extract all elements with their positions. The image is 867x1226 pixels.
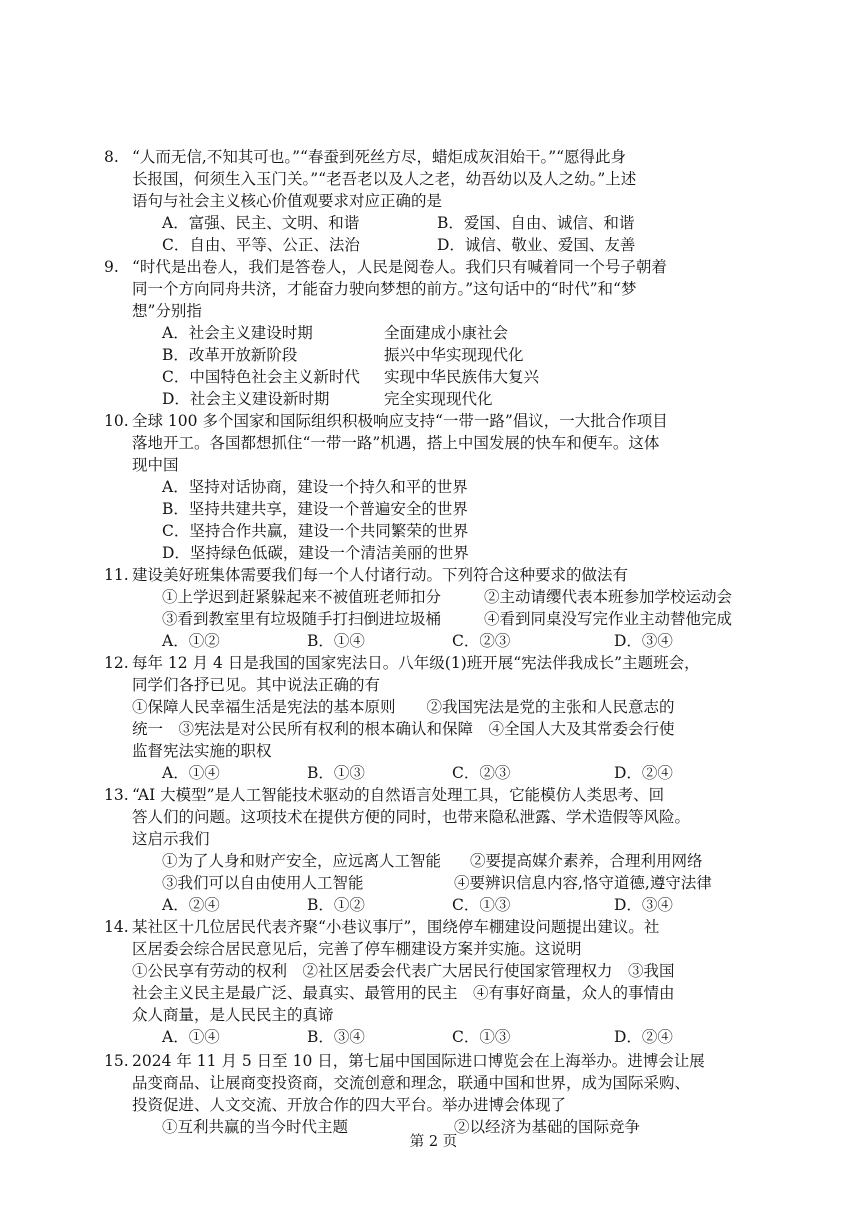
question-stem-line: 区居委会综合居民意见后，完善了停车棚建设方案并实施。这说明 [132, 940, 582, 958]
option-a: A．富强、民主、文明、和谐 [162, 214, 360, 232]
question-10 [104, 410, 732, 564]
question-stem-line: “时代是出卷人，我们是答卷人，人民是阅卷人。我们只有喊着同一个号子朝着 [132, 258, 667, 276]
page-number: 第 2 页 [409, 1134, 458, 1150]
choice-b: B．①④ [307, 632, 365, 650]
option-b-dream: 振兴中华实现现代化 [384, 346, 524, 364]
question-stem-line: 全球 100 多个国家和国际组织积极响应支持“一带一路”倡议，一大批合作项目 [132, 412, 668, 430]
choice-c: C．①③ [452, 1028, 511, 1046]
choice-c: C．②③ [452, 632, 511, 650]
question-stem-line: 品变商品、让展商变投资商，交流创意和理念，联通中国和世界，成为国际采购、 [132, 1074, 691, 1092]
option-b-era: B．改革开放新阶段 [162, 346, 298, 364]
statement-3: ③看到教室里有垃圾随手打扫倒进垃圾桶 [162, 610, 442, 628]
option-c-dream: 实现中华民族伟大复兴 [384, 368, 540, 386]
question-stem-line: 答人们的问题。这项技术在提供方便的同时，也带来隐私泄露、学术造假等风险。 [132, 808, 691, 826]
question-number: 15. [104, 1052, 129, 1070]
statement-4: ④要辨识信息内容,恪守道德,遵守法律 [454, 874, 712, 892]
statement-1: ①为了人身和财产安全，应远离人工智能 [162, 852, 442, 870]
question-number: 12. [104, 654, 129, 672]
choice-a: A．①④ [162, 764, 220, 782]
statement-2: ②以经济为基础的国际竞争 [454, 1118, 641, 1136]
option-c: C．自由、平等、公正、法治 [162, 236, 360, 254]
question-stem-line: 语句与社会主义核心价值观要求对应正确的是 [132, 192, 443, 210]
question-stem-line: 建设美好班集体需要我们每一个人付诸行动。下列符合这种要求的做法有 [132, 566, 629, 584]
choice-c: C．①③ [452, 896, 511, 914]
option-c-era: C．中国特色社会主义新时代 [162, 368, 360, 386]
option-d: D．坚持绿色低碳，建设一个清洁美丽的世界 [162, 544, 469, 562]
question-14 [104, 916, 732, 1048]
question-stem-line: 现中国 [132, 456, 179, 474]
statement-4: ④看到同桌没写完作业主动替他完成 [484, 610, 733, 628]
option-d-era: D．社会主义建设新时期 [162, 390, 330, 408]
question-stem-line: 某社区十几位居民代表齐聚“小巷议事厅”，围绕停车棚建设问题提出建议。社 [132, 918, 660, 936]
question-stem-line: 落地开工。各国都想抓住“一带一路”机遇，搭上中国发展的快车和便车。这体 [132, 434, 660, 452]
question-stem-line: 投资促进、人文交流、开放合作的四大平台。举办进博会体现了 [132, 1096, 567, 1114]
choice-a: A．①② [162, 632, 220, 650]
statement-line: ①保障人民幸福生活是宪法的基本原则 ②我国宪法是党的主张和人民意志的 [132, 698, 675, 716]
question-stem-line: 长报国，何须生入玉门关。”“老吾老以及人之老，幼吾幼以及人之幼。”上述 [132, 170, 637, 188]
option-c: C．坚持合作共赢，建设一个共同繁荣的世界 [162, 522, 469, 540]
question-number: 11. [104, 566, 129, 584]
choice-d: D．②④ [614, 764, 673, 782]
question-9 [104, 256, 732, 410]
option-b: B．坚持共建共享，建设一个普遍安全的世界 [162, 500, 468, 518]
question-number: 14. [104, 918, 129, 936]
choice-b: B．①③ [307, 764, 365, 782]
statement-1: ①上学迟到赶紧躲起来不被值班老师扣分 [162, 588, 442, 606]
option-d-dream: 完全实现现代化 [384, 390, 493, 408]
option-a-dream: 全面建成小康社会 [384, 324, 509, 342]
statement-1: ①互利共赢的当今时代主题 [162, 1118, 349, 1136]
statement-2: ②要提高媒介素养，合理利用网络 [470, 852, 703, 870]
question-number: 8. [104, 148, 119, 166]
question-15 [104, 1050, 732, 1116]
choice-d: D．②④ [614, 1028, 673, 1046]
question-11 [104, 564, 733, 652]
choice-c: C．②③ [452, 764, 511, 782]
statement-line: ①公民享有劳动的权利 ②社区居委会代表广大居民行使国家管理权力 ③我国 [132, 962, 675, 980]
statement-3: ③我们可以自由使用人工智能 [162, 874, 364, 892]
statement-2: ②主动请缨代表本班参加学校运动会 [484, 588, 733, 606]
question-stem-line: “AI 大模型”是人工智能技术驱动的自然语言处理工具，它能模仿人类思考、回 [132, 786, 665, 804]
question-13 [104, 784, 732, 916]
question-number: 13. [104, 786, 129, 804]
statement-line: 众人商量，是人民民主的真谛 [132, 1006, 334, 1024]
option-a: A．坚持对话协商，建设一个持久和平的世界 [162, 478, 468, 496]
question-number: 9. [104, 258, 119, 276]
question-12 [104, 652, 732, 784]
option-b: B．爱国、自由、诚信、和谐 [437, 214, 635, 232]
question-stem-line: 这启示我们 [132, 830, 210, 848]
question-stem-line: 2024 年 11 月 5 日至 10 日，第七届中国国际进口博览会在上海举办。进博会让展 [132, 1052, 705, 1070]
option-a-era: A．社会主义建设时期 [162, 324, 313, 342]
choice-b: B．①② [307, 896, 365, 914]
question-stem-line: 同一个方向同舟共济，才能奋力驶向梦想的前方。”这句话中的“时代”和“梦 [132, 280, 637, 298]
question-stem-line: “人而无信,不知其可也。”“春蚕到死丝方尽，蜡炬成灰泪始干。”“愿得此身 [132, 148, 627, 166]
question-stem-line: 每年 12 月 4 日是我国的国家宪法日。八年级(1)班开展“宪法伴我成长”主题班会， [132, 654, 700, 672]
statement-line: 统一 ③宪法是对公民所有权利的根本确认和保障 ④全国人大及其常委会行使 [132, 720, 675, 738]
question-8 [104, 146, 732, 256]
option-d: D．诚信、敬业、爱国、友善 [437, 236, 636, 254]
choice-d: D．③④ [614, 896, 673, 914]
question-stem-line: 想”分别指 [132, 302, 202, 320]
choice-a: A．②④ [162, 896, 220, 914]
question-number: 10. [104, 412, 129, 430]
statement-line: 监督宪法实施的职权 [132, 742, 272, 760]
statement-line: 社会主义民主是最广泛、最真实、最管用的民主 ④有事好商量，众人的事情由 [132, 984, 675, 1002]
choice-d: D．③④ [614, 632, 673, 650]
choice-a: A．①④ [162, 1028, 220, 1046]
question-stem-line: 同学们各抒已见。其中说法正确的有 [132, 676, 381, 694]
choice-b: B．③④ [307, 1028, 365, 1046]
